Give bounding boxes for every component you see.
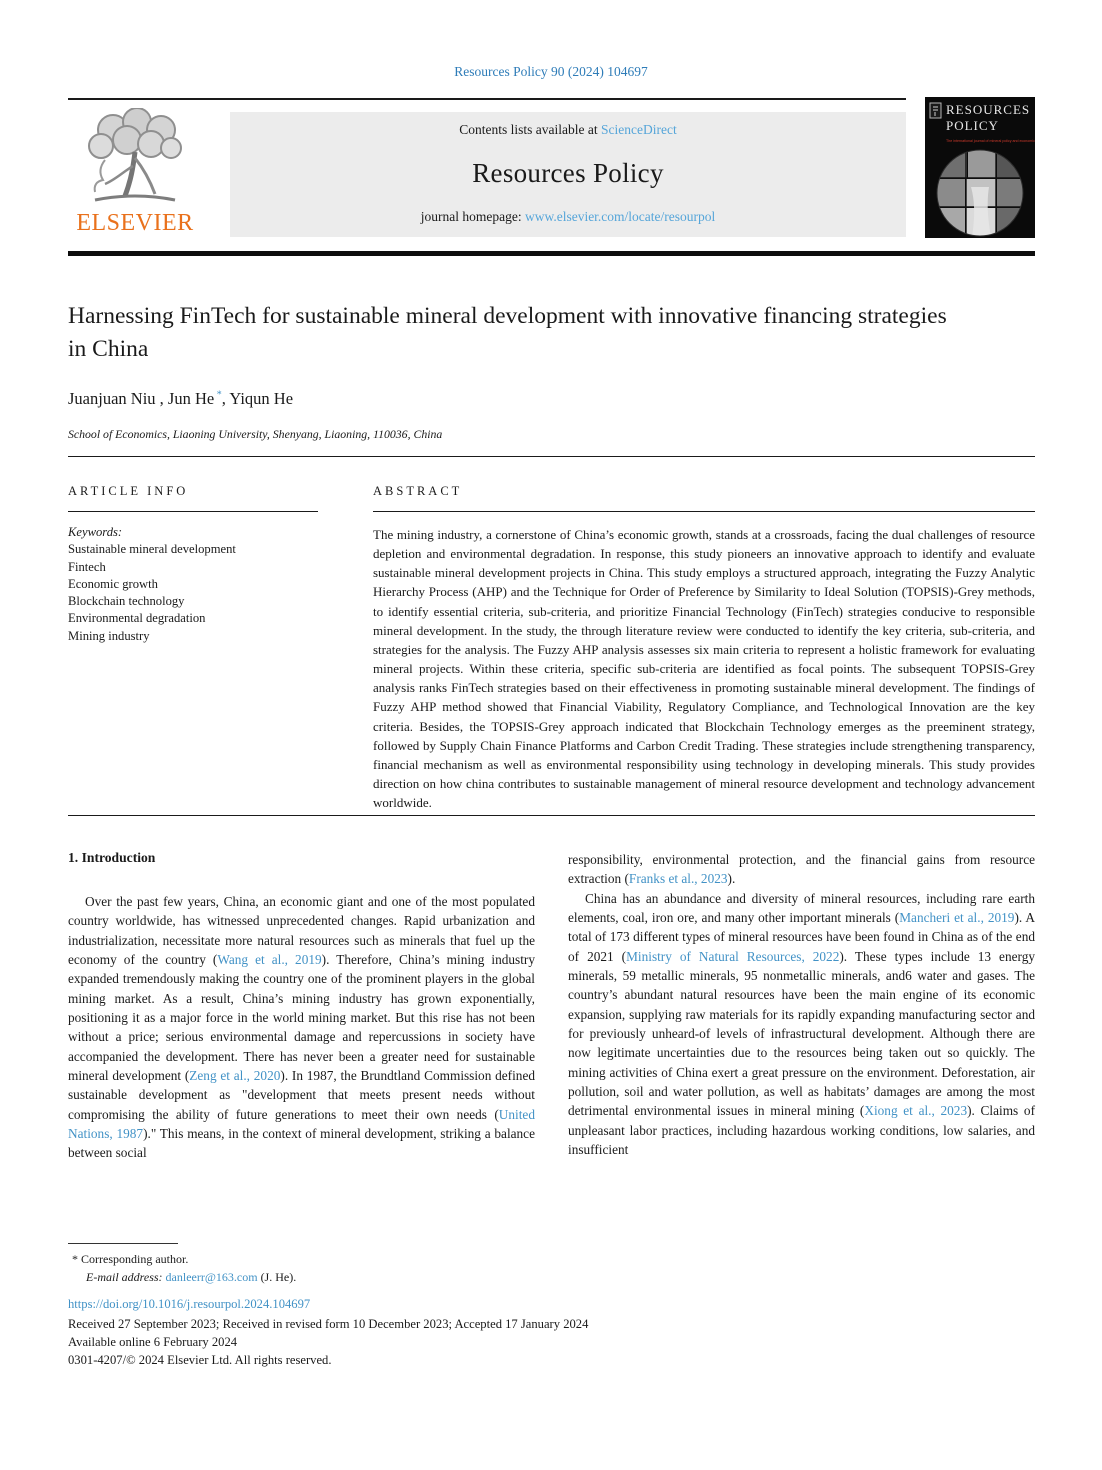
cover-title-line1: RESOURCES [946,102,1031,117]
intro-column-right [568,850,1035,1160]
text-segment: E-mail address: [86,1269,166,1284]
citation-xiong-2023[interactable]: Xiong et al., 2023 [864,1103,968,1119]
text-segment: ). Claims of unpleasant labor practices, including hazardous working conditions, low salaries, and insufficient [568,1103,1036,1158]
text-segment: Over the past few years, China, an economic giant and one of the most populated country worldwide, has witnessed unprecedented changes. Rapid urbanization and industrialization, necessitate more natural resources such as minerals that fuel up the economy of the country ( [68,894,535,968]
journal-cover-thumbnail [925,97,1035,238]
journal-banner [230,112,906,237]
citation-zeng-2020[interactable]: Zeng et al., 2020 [189,1068,281,1084]
intro-paragraph [68,892,535,1163]
article-info-rule [68,511,318,512]
journal-homepage-link[interactable]: www.elsevier.com/locate/resourpol [524,209,716,224]
keywords-block [68,524,363,645]
article-info-header: ARTICLE INFO [68,484,189,498]
abstract-text: The mining industry, a cornerstone of China’s economic growth, stands at a crossroads, facing the dual challenges of resource depletion and environmental degradation. In response, this study pioneers an innovative approach to identify and evaluate sustainable mineral development projects in China. This study employs a structured approach, integrating the Fuzzy Analytic Hierarchy Process (AHP) and the Technique for Order of Preference by Similarity to Ideal Solution (TOPSIS)-Grey methods, to identify essential criteria, sub-criteria, and prioritize Financial Technology (FinTech) strategies conducive to responsible mineral development. In the study, the through literature review were conducted to identify the key criteria, sub-criteria, and strategies for the analysis. The Fuzzy AHP analysis assesses six main criteria to represent a holistic framework for evaluating mineral projects. Within these criteria, specific sub-criteria are identified as focal points. The subsequent TOPSIS-Grey analysis ranks FinTech strategies based on their effectiveness in promoting sustainable mineral development. The findings of Fuzzy AHP method showed that Financial Viability, Regulatory Compliance, and Technological Innovation are the key criteria. Besides, the TOPSIS-Grey approach indicated that Blockchain Technology emerges as the preeminent strategy, followed by Supply Chain Finance Platforms and Carbon Credit Trading. These strategies include strengthening transparency, financial mechanism as well as environmental responsibility using technology in developing minerals. This study provides direction on how china contributes to sustainable management of mineral resource development and technology advancement worldwide. [373,527,1035,811]
citation-united-nations-1987[interactable]: United Nations, 1987 [68,1106,535,1142]
elsevier-wordmark: ELSEVIER [76,210,194,236]
footnote-block [72,1251,672,1286]
footnote-rule [68,1243,178,1244]
text-segment: Corresponding author. [81,1252,189,1266]
header-rule [68,98,906,100]
text-segment: ). Therefore, China’s mining industry expanded tremendously making the country one of the prominent players in the global mining market. As a result, China’s mining industry has grown exponentially, positioning it as a major force in the world mining market. But this rise has not been without a price; serious environmental damage and repercussions in society have accompanied the development. There has never been a greater need for sustainable mineral development ( [68,952,536,1084]
citation-ministry-2022[interactable]: Ministry of Natural Resources, 2022 [626,948,840,964]
text-segment: )." This means, in the context of mineral development, striking a balance between social [68,1126,535,1161]
article-title: Harnessing FinTech for sustainable mineral development with innovative financing strategies in China [68,303,947,363]
section-heading-introduction: 1. Introduction [68,850,156,865]
text-segment: , Yiqun He [221,389,294,408]
text-segment: (J. He). [257,1269,297,1284]
abstract-header: ABSTRACT [373,484,463,498]
affiliation: School of Economics, Liaoning University, Shenyang, Liaoning, 110036, China [68,427,443,441]
elsevier-tree-icon [75,108,195,212]
intro-paragraph [568,889,1035,1160]
keyword-item: Mining industry [68,628,150,643]
journal-citation: Resources Policy 90 (2024) 104697 [454,64,648,79]
journal-homepage-line [230,209,906,225]
sciencedirect-link[interactable]: ScienceDirect [601,122,677,137]
elsevier-logo [68,108,202,242]
text-segment: ). These types include 13 energy minerals, 59 metallic minerals, 95 nonmetallic minerals, and6 water and gases. The country’s abundant natural resources have been the main engine of its economic expansion, supplying raw materials for its rapidly expanding manufacturing sector and for previously unheard-of levels of infrastructural development. Although there are now legitimate uncertainties due to the resources being taken out so quickly. The mining activities of China exert a great pressure on the environment. Deforestation, air pollution, soil and water pollution, as well as habitats’ damages are among the most detrimental environmental issues in mineral mining ( [568,948,1035,1119]
available-online: Available online 6 February 2024 [68,1335,238,1349]
text-segment: Juanjuan Niu , Jun He [68,389,215,408]
text-segment: journal homepage: [420,209,525,224]
keyword-item: Blockchain technology [68,594,185,609]
citation-mancheri-2019[interactable]: Mancheri et al., 2019 [899,910,1015,926]
intro-column-left [68,892,535,1163]
journal-title: Resources Policy [472,158,664,188]
keyword-item: Economic growth [68,576,158,591]
email-link[interactable]: danleerr@163.com [165,1269,258,1284]
citation-wang-2019[interactable]: Wang et al., 2019 [217,952,322,968]
keyword-item: Sustainable mineral development [68,542,236,557]
keywords-label: Keywords: [68,525,123,539]
issn-copyright: 0301-4207/© 2024 Elsevier Ltd. All rights reserved. [68,1353,332,1367]
cover-subtitle: The international journal of mineral policy and economics [946,139,1035,143]
abstract-rule [373,511,1035,512]
text-segment: China has an abundance and diversity of mineral resources, including rare earth elements, coal, iron ore, and many other important minerals ( [568,890,1035,926]
intro-paragraph [568,850,1035,889]
citation-franks-2023[interactable]: Franks et al., 2023 [628,871,728,887]
title-divider [68,456,1035,457]
author-list [68,389,768,409]
cover-title-line2: POLICY [946,118,999,133]
footnote-marker: * [72,1252,81,1266]
corresponding-author-asterisk[interactable]: * [214,389,222,401]
email-line [72,1269,672,1287]
contents-list-line [230,122,906,138]
corresponding-author-note [72,1251,672,1269]
abstract-bottom-rule [68,815,1035,816]
text-segment: ). In 1987, the Brundtland Commission defined sustainable development as "development that meets present needs without compromising the ability of future generations to meet their own needs ( [68,1068,536,1122]
header-black-bar [68,251,1035,256]
received-dates: Received 27 September 2023; Received in revised form 10 December 2023; Accepted 17 January 2024 [68,1317,589,1331]
keyword-item: Environmental degradation [68,611,206,626]
text-segment: ). [727,871,736,887]
text-segment: ). A total of 173 different types of mineral resources have been found in China as of the end of 2021 ( [568,910,1036,964]
keyword-item: Fintech [68,559,106,574]
doi-link[interactable]: https://doi.org/10.1016/j.resourpol.2024.104697 [68,1297,311,1311]
text-segment: Contents lists available at [459,122,601,137]
text-segment: responsibility, environmental protection, and the financial gains from resource extraction ( [568,852,1035,887]
